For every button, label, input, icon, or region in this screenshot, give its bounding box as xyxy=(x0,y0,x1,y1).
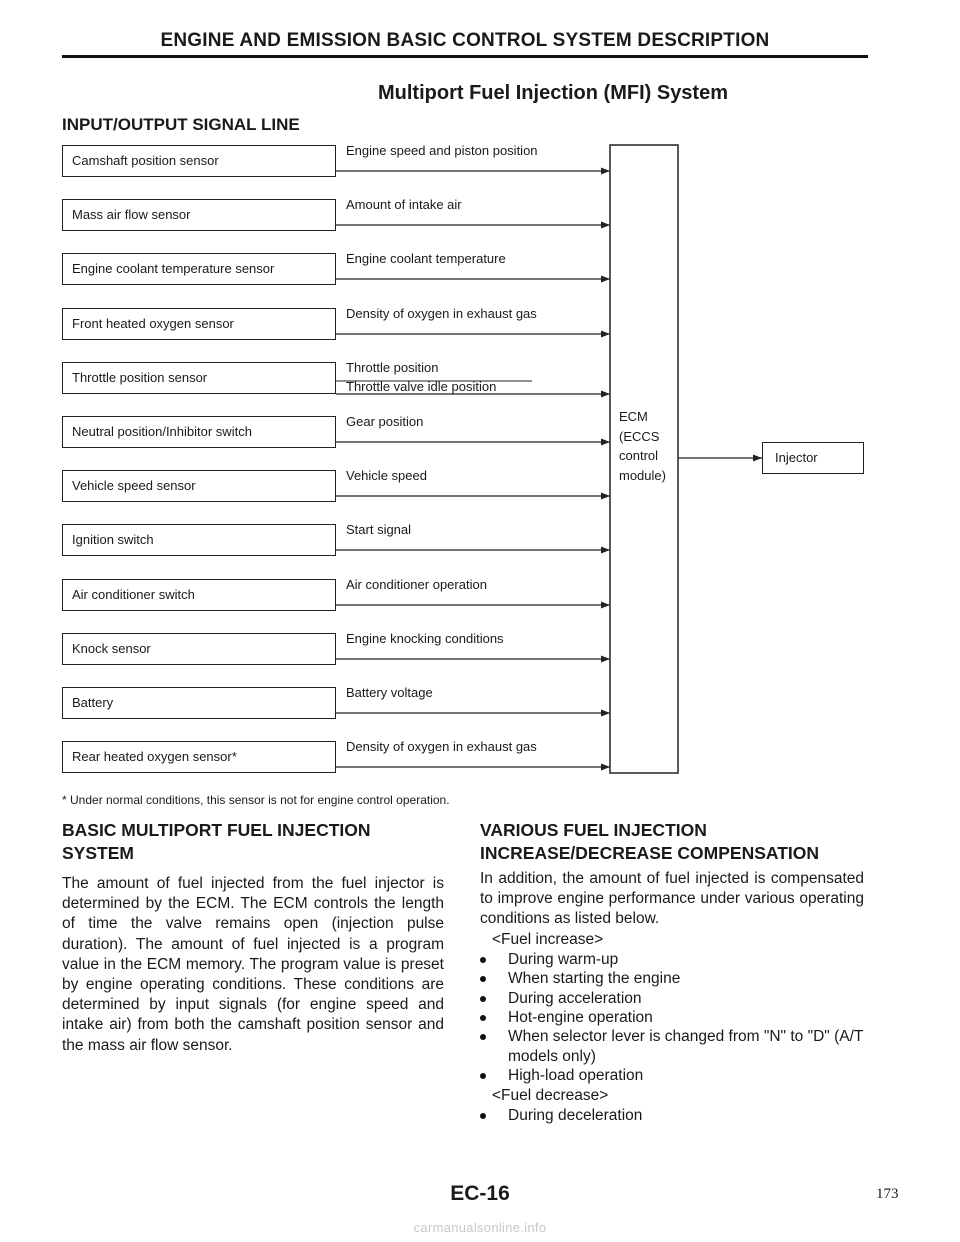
arrow-head-icon xyxy=(601,547,610,554)
page-code: EC-16 xyxy=(450,1182,510,1205)
signal-label: Battery voltage xyxy=(346,685,433,700)
fuel-decrease-list xyxy=(480,1106,864,1125)
arrow-head-icon xyxy=(601,391,610,398)
signal-label: Air conditioner operation xyxy=(346,577,487,592)
section-body: The amount of fuel injected from the fuel injector is determined by the ECM. The ECM controls the length of time the valve remains open (injection pulse duration). The amount of fuel injected is a program value in the ECM memory. The program value is preset by engine operating conditions. These conditions are determined by input signals (for engine speed and intake air) from both the camshaft position sensor and the mass air flow sensor. xyxy=(62,875,444,1054)
signal-label: Amount of intake air xyxy=(346,197,462,212)
section-body: In addition, the amount of fuel injected is compensated to improve engine performance under various operating conditions as listed below. xyxy=(480,870,864,928)
signal-label: Throttle valve idle position xyxy=(346,379,497,394)
fuel-decrease-label: <Fuel decrease> xyxy=(492,1086,609,1104)
bullet-icon xyxy=(480,1073,486,1079)
arrow-head-icon xyxy=(601,493,610,500)
signal-label: Engine knocking conditions xyxy=(346,631,504,646)
arrow-head-icon xyxy=(601,710,610,717)
list-item: When starting the engine xyxy=(480,969,864,988)
sensor-box: Neutral position/Inhibitor switch xyxy=(62,416,336,448)
signal-label: Vehicle speed xyxy=(346,468,427,483)
compensation-section xyxy=(480,819,864,1125)
fuel-increase-list xyxy=(480,950,864,1086)
injector-output-box: Injector xyxy=(762,442,864,474)
list-item: Hot-engine operation xyxy=(480,1008,864,1027)
sensor-box: Engine coolant temperature sensor xyxy=(62,253,336,285)
bullet-icon xyxy=(480,1015,486,1021)
bullet-icon xyxy=(480,957,486,963)
ecm-label-line: module) xyxy=(619,467,666,483)
io-signal-heading: INPUT/OUTPUT SIGNAL LINE xyxy=(62,115,300,134)
arrow-head-icon xyxy=(601,439,610,446)
signal-label: Throttle position xyxy=(346,360,439,375)
ecm-block-label xyxy=(619,407,666,485)
list-item: High-load operation xyxy=(480,1066,864,1085)
arrow-head-icon xyxy=(601,276,610,283)
arrow-head-icon xyxy=(601,222,610,229)
section-heading: BASIC MULTIPORT FUEL INJECTION SYSTEM xyxy=(62,820,371,863)
bullet-icon xyxy=(480,1034,486,1040)
sensor-box: Air conditioner switch xyxy=(62,579,336,611)
ecm-label-line: ECM xyxy=(619,409,648,424)
basic-mfi-section xyxy=(62,819,444,1056)
arrow-head-icon xyxy=(601,331,610,338)
diagram-footnote: * Under normal conditions, this sensor is not for engine control operation. xyxy=(62,793,450,807)
signal-label: Density of oxygen in exhaust gas xyxy=(346,306,537,321)
arrow-head-icon xyxy=(601,764,610,771)
sensor-box: Knock sensor xyxy=(62,633,336,665)
sensor-box: Front heated oxygen sensor xyxy=(62,308,336,340)
arrow-head-icon xyxy=(601,656,610,663)
list-item: During deceleration xyxy=(480,1106,864,1125)
arrow-head-icon xyxy=(601,602,610,609)
sensor-box: Mass air flow sensor xyxy=(62,199,336,231)
page-subtitle: Multiport Fuel Injection (MFI) System xyxy=(378,82,728,104)
sensor-box: Rear heated oxygen sensor* xyxy=(62,741,336,773)
signal-label: Engine coolant temperature xyxy=(346,251,506,266)
sensor-box: Vehicle speed sensor xyxy=(62,470,336,502)
bullet-icon xyxy=(480,1113,486,1119)
list-item: During acceleration xyxy=(480,989,864,1008)
arrow-head-icon xyxy=(753,455,762,462)
ecm-label-line: control xyxy=(619,448,659,463)
arrow-head-icon xyxy=(601,168,610,175)
sensor-box: Battery xyxy=(62,687,336,719)
watermark: carmanualsonline.info xyxy=(413,1220,547,1235)
list-item: During warm-up xyxy=(480,950,864,969)
sensor-box: Camshaft position sensor xyxy=(62,145,336,177)
bullet-icon xyxy=(480,996,486,1002)
signal-label: Engine speed and piston position xyxy=(346,143,538,158)
ecm-label-line: (ECCS xyxy=(619,428,660,444)
sensor-box: Ignition switch xyxy=(62,524,336,556)
signal-label: Start signal xyxy=(346,522,412,537)
sensor-box: Throttle position sensor xyxy=(62,362,336,394)
page-number: 173 xyxy=(876,1186,899,1202)
bullet-icon xyxy=(480,976,486,982)
signal-label: Gear position xyxy=(346,414,424,429)
signal-label: Density of oxygen in exhaust gas xyxy=(346,739,537,754)
section-header-title: ENGINE AND EMISSION BASIC CONTROL SYSTEM DESCRIPTION xyxy=(160,30,770,51)
fuel-increase-label: <Fuel increase> xyxy=(492,930,604,948)
section-heading: VARIOUS FUEL INJECTION INCREASE/DECREASE COMPENSATION xyxy=(480,820,820,863)
list-item: When selector lever is changed from "N" to "D" (A/T models only) xyxy=(480,1027,864,1066)
